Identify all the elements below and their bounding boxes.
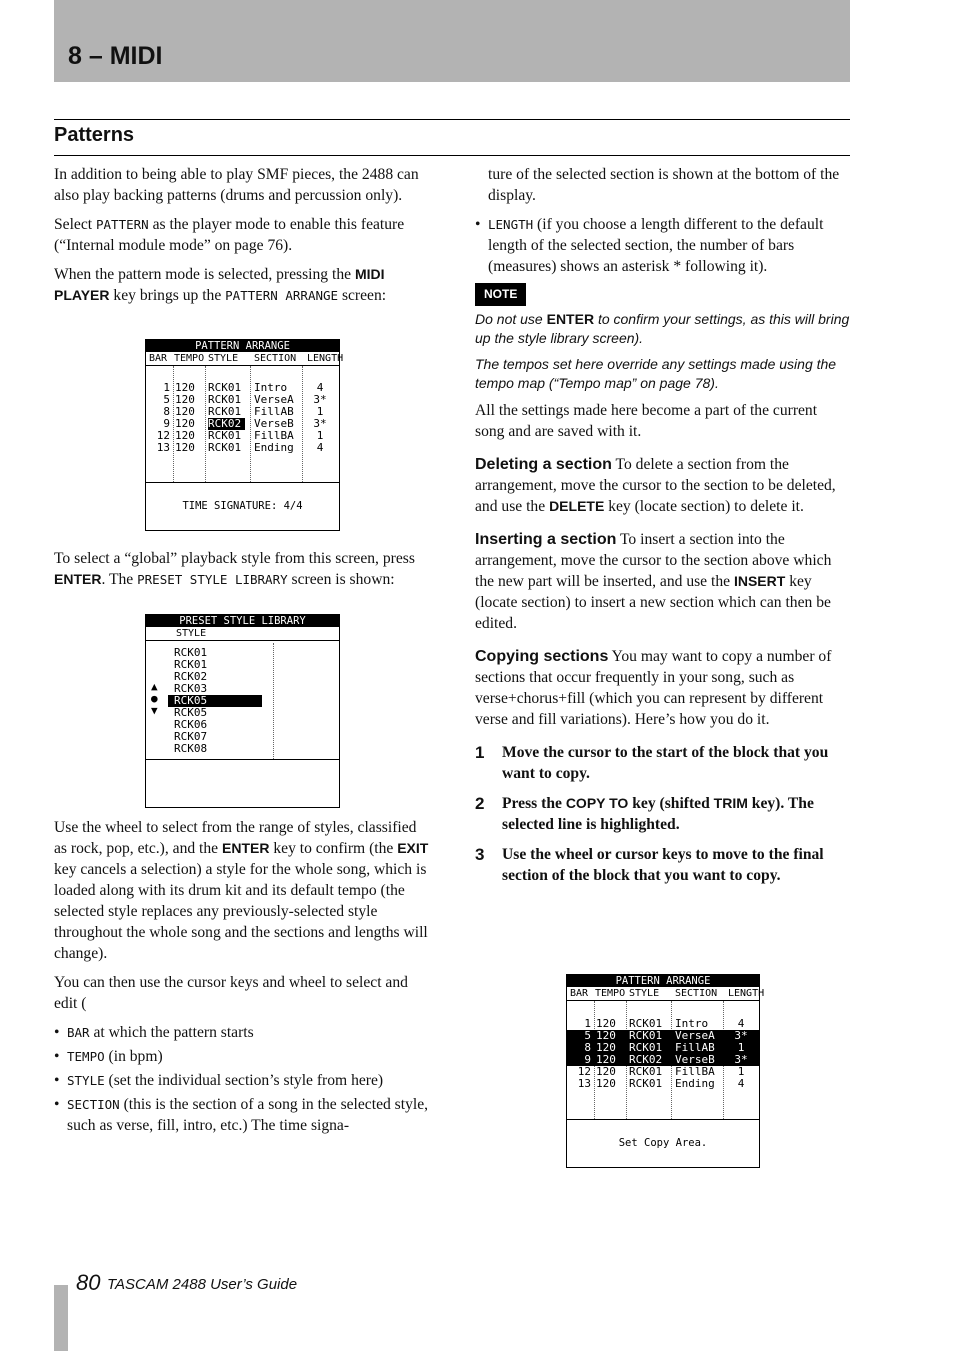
list-item: • TEMPO (in bpm) [54,1046,431,1067]
lcd-header [567,987,765,1001]
bullet-list [475,214,850,277]
lcd-cell: 9 [584,1053,591,1066]
lcd-cell: FillBA [675,1065,715,1078]
lcd-cell: RCK01 [208,393,242,406]
lcd-cell: 1 [737,1041,745,1054]
list-item: • LENGTH (if you choose a length different to the default length of the selected section, the number of bars (measures) shows an asterisk * following it). [475,214,850,277]
lcd-title: PATTERN ARRANGE [146,340,339,352]
col-header: STYLE [629,988,660,999]
col-header: LENGTH [728,988,765,999]
steps [475,742,850,886]
chapter-title: 8 – MIDI [68,42,163,70]
style-list-item[interactable]: RCK01 [174,646,208,659]
lcd-cell: FillAB [254,405,294,418]
style-list-item[interactable]: RCK06 [174,718,208,731]
lcd-cell: RCK01 [208,381,242,394]
lcd-cell: 1 [316,405,324,418]
paragraph: Copying sections You may want to copy a number of sections that occur frequently in your song, such as verse+chorus+fill (which you can represent by different verse and fill variations). Here’s how you do it. [475,648,832,728]
lcd-cell: Ending [254,441,294,454]
note-badge: NOTE [475,283,526,306]
lcd-cell: 13 [577,1077,591,1090]
lcd-cell: VerseB [675,1053,715,1066]
preset-style-library-screen [145,614,340,808]
list-item: • SECTION (this is the section of a song in the selected style, such as verse, fill, intro, etc.) The time signa- [54,1094,431,1136]
lcd-cell: VerseB [254,417,294,430]
lcd-cell: 12 [156,429,170,442]
list-item: • BAR at which the pattern starts [54,1022,431,1043]
lcd-row [146,442,339,454]
lcd-cell: 120 [596,1053,616,1066]
lcd-row [567,1078,759,1090]
bullet-list [54,1022,431,1136]
lcd-cell: 120 [175,429,195,442]
lcd-cell: 1 [163,381,170,394]
lcd-cell: Ending [675,1077,715,1090]
lcd-cell: 12 [577,1065,591,1078]
paragraph: Deleting a section To delete a section from the arrangement, move the cursor to the section to be deleted, and use the DELETE key (locate section) to delete it. [475,456,836,515]
lcd-cell: 5 [163,393,170,406]
paragraph: Use the wheel to select from the range of styles, classified as rock, pop, etc.), and the ENTER key to confirm (the EXIT key cancels a selection) a style for the whole song, which is loaded along with its drum kit and its default tempo (the selected style replaces any previously-selected style throughout the whole song and the sections and lengths will change). [54,819,429,962]
lcd-cell: 1 [737,1065,745,1078]
page-number: 80 [76,1270,101,1295]
lcd-cell: RCK01 [629,1065,663,1078]
left-column [54,817,431,1139]
paragraph: Select PATTERN as the player mode to enable this feature (“Internal module mode” on page 76). [54,216,405,254]
paragraph: Inserting a section To insert a section into the arrangement, move the cursor to the section above which the new part will be inserted, and use the INSERT key (locate section) to insert a new section which can then be edited. [475,531,832,632]
lcd-cell: RCK01 [208,429,242,442]
section-title: Patterns [54,124,135,146]
lcd-cell: 120 [175,417,195,430]
step-item: 1 Move the cursor to the start of the block that you want to copy. [475,743,829,782]
lcd-cell: RCK01 [629,1077,663,1090]
copy-area-screen [566,974,765,1168]
divider [54,155,850,156]
lcd-cell: FillAB [675,1041,715,1054]
lcd-title: PATTERN ARRANGE [567,975,759,987]
left-column [54,548,431,598]
lcd-cell: Intro [675,1017,709,1030]
col-header: LENGTH [307,353,344,364]
lcd-cell: RCK01 [208,441,242,454]
divider [54,119,850,120]
down-arrow-icon: ▼ [151,704,158,717]
footer-bar [54,1285,68,1351]
up-arrow-icon: ▲ [151,680,158,693]
lcd-cell: 4 [737,1077,745,1090]
style-list-item[interactable]: RCK03 [174,682,208,695]
lcd-cell: 9 [163,417,170,430]
left-column [54,164,431,314]
guide-title: TASCAM 2488 User’s Guide [107,1276,298,1293]
lcd-cell: 120 [596,1077,616,1090]
col-header: BAR [570,988,589,999]
lcd-cell: 120 [596,1041,616,1054]
paragraph: In addition to being able to play SMF pieces, the 2488 can also play backing patterns (drums and percussion only). [54,166,419,204]
lcd-cell: 3* [734,1053,748,1066]
lcd-cell: 13 [156,441,170,454]
paragraph: All the settings made here become a part of the current song and are saved with it. [475,402,818,440]
lcd-cell: RCK01 [208,405,242,418]
lcd-cell: 8 [163,405,170,418]
lcd-cell: 4 [316,441,324,454]
paragraph: To select a “global” playback style from this screen, press ENTER. The PRESET STYLE LIBRARY screen is shown: [54,550,415,588]
wheel-icon: ● [151,692,158,705]
lcd-cell: VerseA [254,393,294,406]
col-header: SECTION [254,353,297,364]
lcd-cell: 4 [316,381,324,394]
lcd-cell: 120 [175,393,195,406]
lcd-cell: RCK01 [629,1041,663,1054]
style-list-item[interactable]: RCK05 [146,695,339,707]
chapter-banner [54,0,850,82]
step-item: 2 Press the COPY TO key (shifted TRIM key). The selected line is highlighted. [475,794,814,833]
pattern-arrange-screen [145,339,344,531]
lcd-cell: 3* [313,417,327,430]
paragraph: When the pattern mode is selected, pressing the MIDI PLAYER key brings up the PATTERN ARRANGE screen: [54,266,387,304]
lcd-cell: 120 [175,405,195,418]
note-text: The tempos set here override any settings made using the tempo map (“Tempo map” on page 78). [475,356,837,391]
lcd-title: PRESET STYLE LIBRARY [146,615,339,627]
lcd-cell: 120 [596,1029,616,1042]
style-list-item[interactable]: RCK07 [174,730,208,743]
lcd-footer: Set Copy Area. [567,1119,759,1167]
paragraph: ture of the selected section is shown at the bottom of the display. [488,166,840,204]
lcd-cell: 3* [734,1029,748,1042]
lcd-cell: VerseA [675,1029,715,1042]
lcd-cell: 5 [584,1029,591,1042]
paragraph: You can then use the cursor keys and wheel to select and edit ( [54,974,408,1012]
lcd-footer: TIME SIGNATURE: 4/4 [146,482,339,530]
lcd-header [146,352,344,366]
lcd-cell: 4 [737,1017,745,1030]
style-list-item[interactable]: RCK05 [174,706,208,719]
lcd-cell: RCK02 [629,1053,663,1066]
lcd-header: STYLE [146,627,339,641]
col-header: STYLE [208,353,239,364]
lcd-cell: 120 [596,1017,616,1030]
step-item: 3 Use the wheel or cursor keys to move to the final section of the block that you want to copy. [475,845,824,884]
lcd-cell: Intro [254,381,288,394]
lcd-cell: 120 [596,1065,616,1078]
lcd-cell: 1 [316,429,324,442]
lcd-cell: RCK01 [629,1017,663,1030]
col-header: TEMPO [174,353,205,364]
lcd-cell: RCK02 [208,418,245,430]
lcd-cell: 120 [175,381,195,394]
note-text: Do not use ENTER to confirm your settings, as this will bring up the style library screen). [475,311,850,346]
style-list-item[interactable]: RCK08 [174,742,208,755]
lcd-cell: 120 [175,441,195,454]
style-list-item[interactable]: RCK01 [174,658,208,671]
col-header: BAR [149,353,168,364]
lcd-cell: RCK01 [629,1029,663,1042]
col-header: SECTION [675,988,718,999]
right-column [475,164,850,895]
lcd-cell: 3* [313,393,327,406]
lcd-cell: 1 [584,1017,591,1030]
lcd-cell: 8 [584,1041,591,1054]
lcd-cell: FillBA [254,429,294,442]
col-header: TEMPO [595,988,626,999]
style-list-item[interactable]: RCK02 [174,670,208,683]
list-item: • STYLE (set the individual section’s style from here) [54,1070,431,1091]
